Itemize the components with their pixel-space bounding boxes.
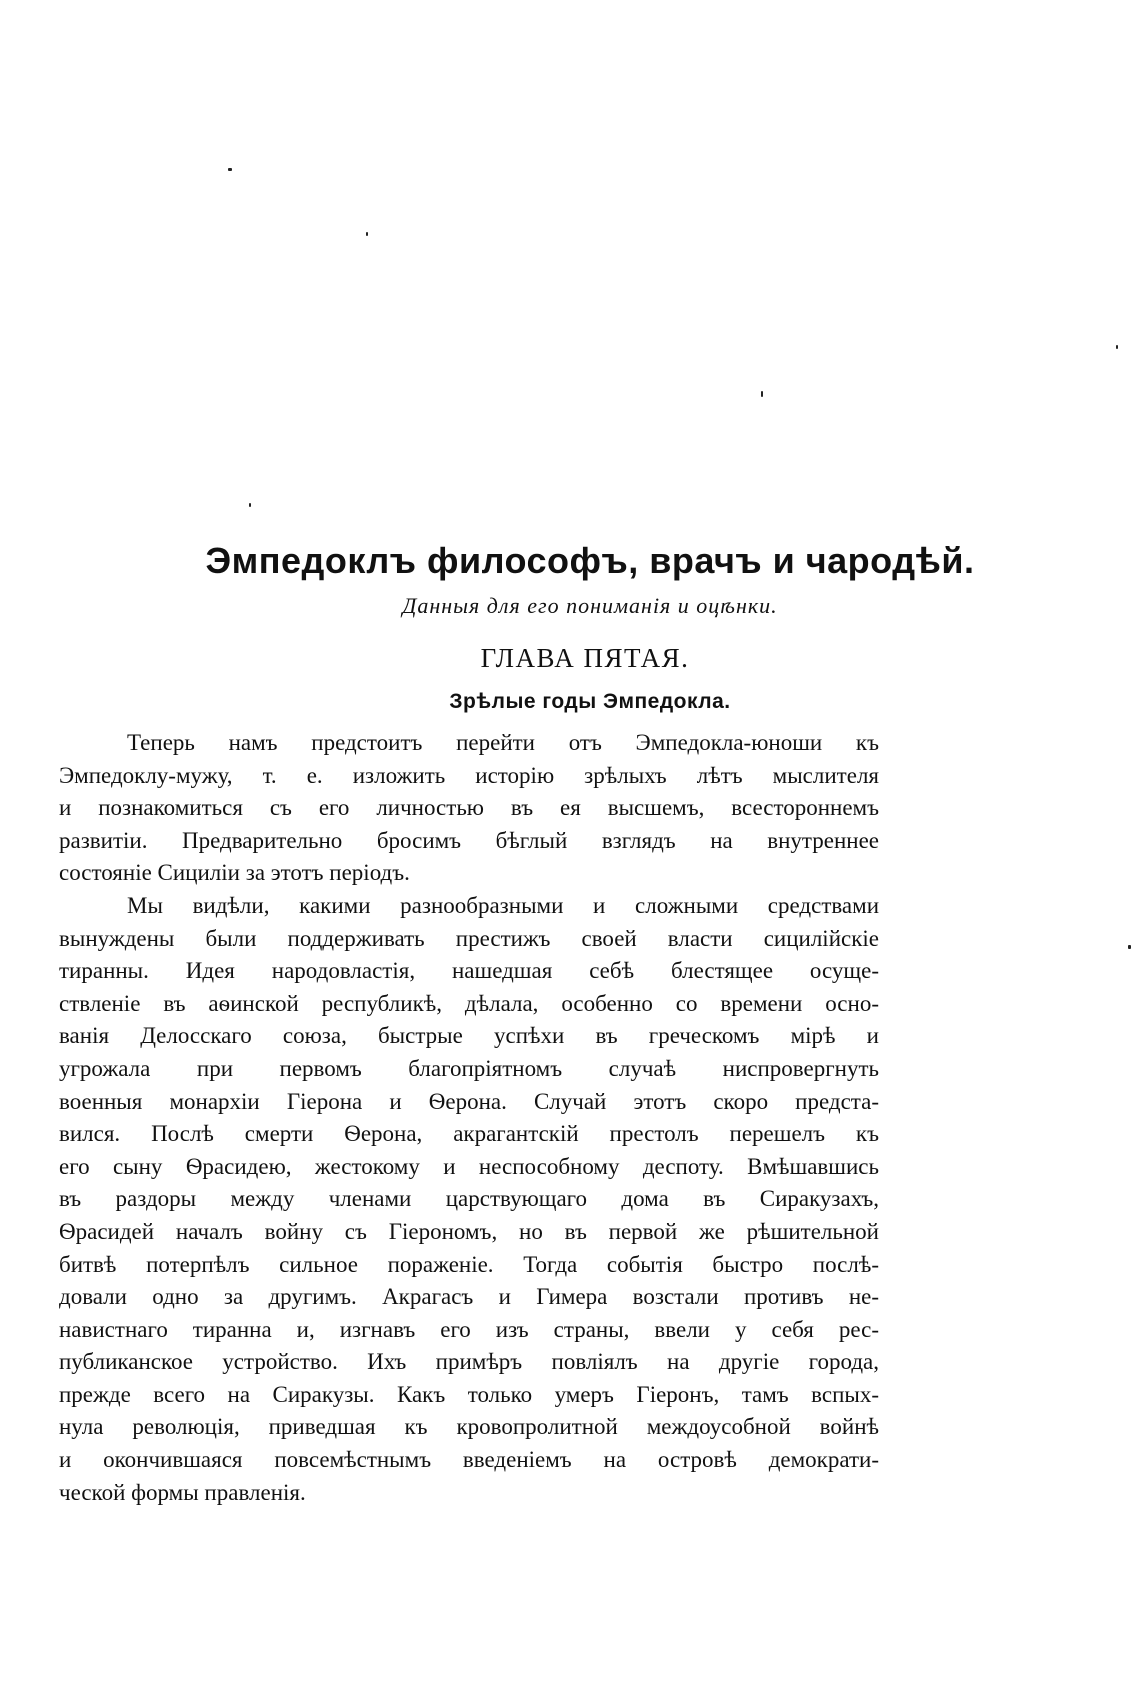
scan-speck [249,503,251,507]
document-title: Эмпедоклъ философъ, врачъ и чародѣй. [205,540,975,581]
text-line: военныя монархіи Гіерона и Ѳерона. Случай этотъ скоро предста- [59,1088,879,1114]
document-subtitle: Данныя для его пониманія и оцѣнки. [402,593,778,618]
text-line: навистнаго тиранна и, изгнавъ его изъ страны, ввели у себя рес- [59,1316,879,1342]
text-line: и окончившаяся повсемѣстнымъ введеніемъ на островѣ демократи- [59,1447,879,1473]
text-line: и познакомиться съ его личностью въ ея высшемъ, всестороннемъ [59,795,879,821]
text-line: Теперь намъ предстоитъ перейти отъ Эмпедокла-юноши къ [127,730,879,755]
text-line: прежде всего на Сиракузы. Какъ только умеръ Гіеронъ, тамъ вспых- [59,1381,879,1407]
text-line: довали одно за другимъ. Акрагасъ и Гимера возстали противъ не- [59,1284,879,1310]
text-line: Эмпедоклу-мужу, т. е. изложить исторію зрѣлыхъ лѣтъ мыслителя [59,762,879,788]
text-line: нула революція, приведшая къ кровопролитной междоусобной войнѣ [59,1414,879,1440]
text-line: вился. Послѣ смерти Ѳерона, акрагантскій престолъ перешелъ къ [59,1121,879,1147]
text-line: состояніе Сициліи за этотъ періодъ. [59,860,410,886]
body-text [59,727,879,1509]
chapter-heading: ГЛАВА ПЯТАЯ. [480,643,690,673]
scan-speck [228,168,232,171]
section-heading: Зрѣлые годы Эмпедокла. [449,690,731,713]
text-line: тиранны. Идея народовластія, нашедшая себѣ блестящее осуще- [59,958,879,984]
paragraph-1 [59,727,879,890]
text-line: развитіи. Предварительно бросимъ бѣглый взглядъ на внутреннее [59,827,879,853]
paragraph-2 [59,890,879,1509]
scan-speck [1116,345,1118,349]
text-line: ческой формы правленія. [59,1479,306,1505]
text-line: ванія Делосскаго союза, быстрые успѣхи въ греческомъ мірѣ и [59,1023,879,1049]
text-line: его сыну Ѳрасидею, жестокому и неспособному деспоту. Вмѣшавшись [59,1153,879,1179]
text-line: угрожала при первомъ благопріятномъ случаѣ ниспровергнуть [59,1055,879,1081]
scan-speck [366,232,368,236]
text-line: ствленіе въ аѳинской республикѣ, дѣлала, особенно со времени осно- [59,990,879,1016]
text-line: публиканское устройство. Ихъ примѣръ повліялъ на другіе города, [59,1349,879,1375]
scan-speck [1128,945,1131,949]
scan-speck [761,391,763,397]
text-line: битвѣ потерпѣлъ сильное пораженіе. Тогда событія быстро послѣ- [59,1251,879,1277]
text-line: вынуждены были поддерживать престижъ своей власти сицилійскіе [59,925,879,951]
text-line: Мы видѣли, какими разнообразными и сложными средствами [127,892,879,918]
text-line: въ раздоры между членами царствующаго дома въ Сиракузахъ, [59,1186,879,1212]
text-line: Ѳрасидей началъ войну съ Гіерономъ, но въ первой же рѣшительной [59,1218,879,1244]
